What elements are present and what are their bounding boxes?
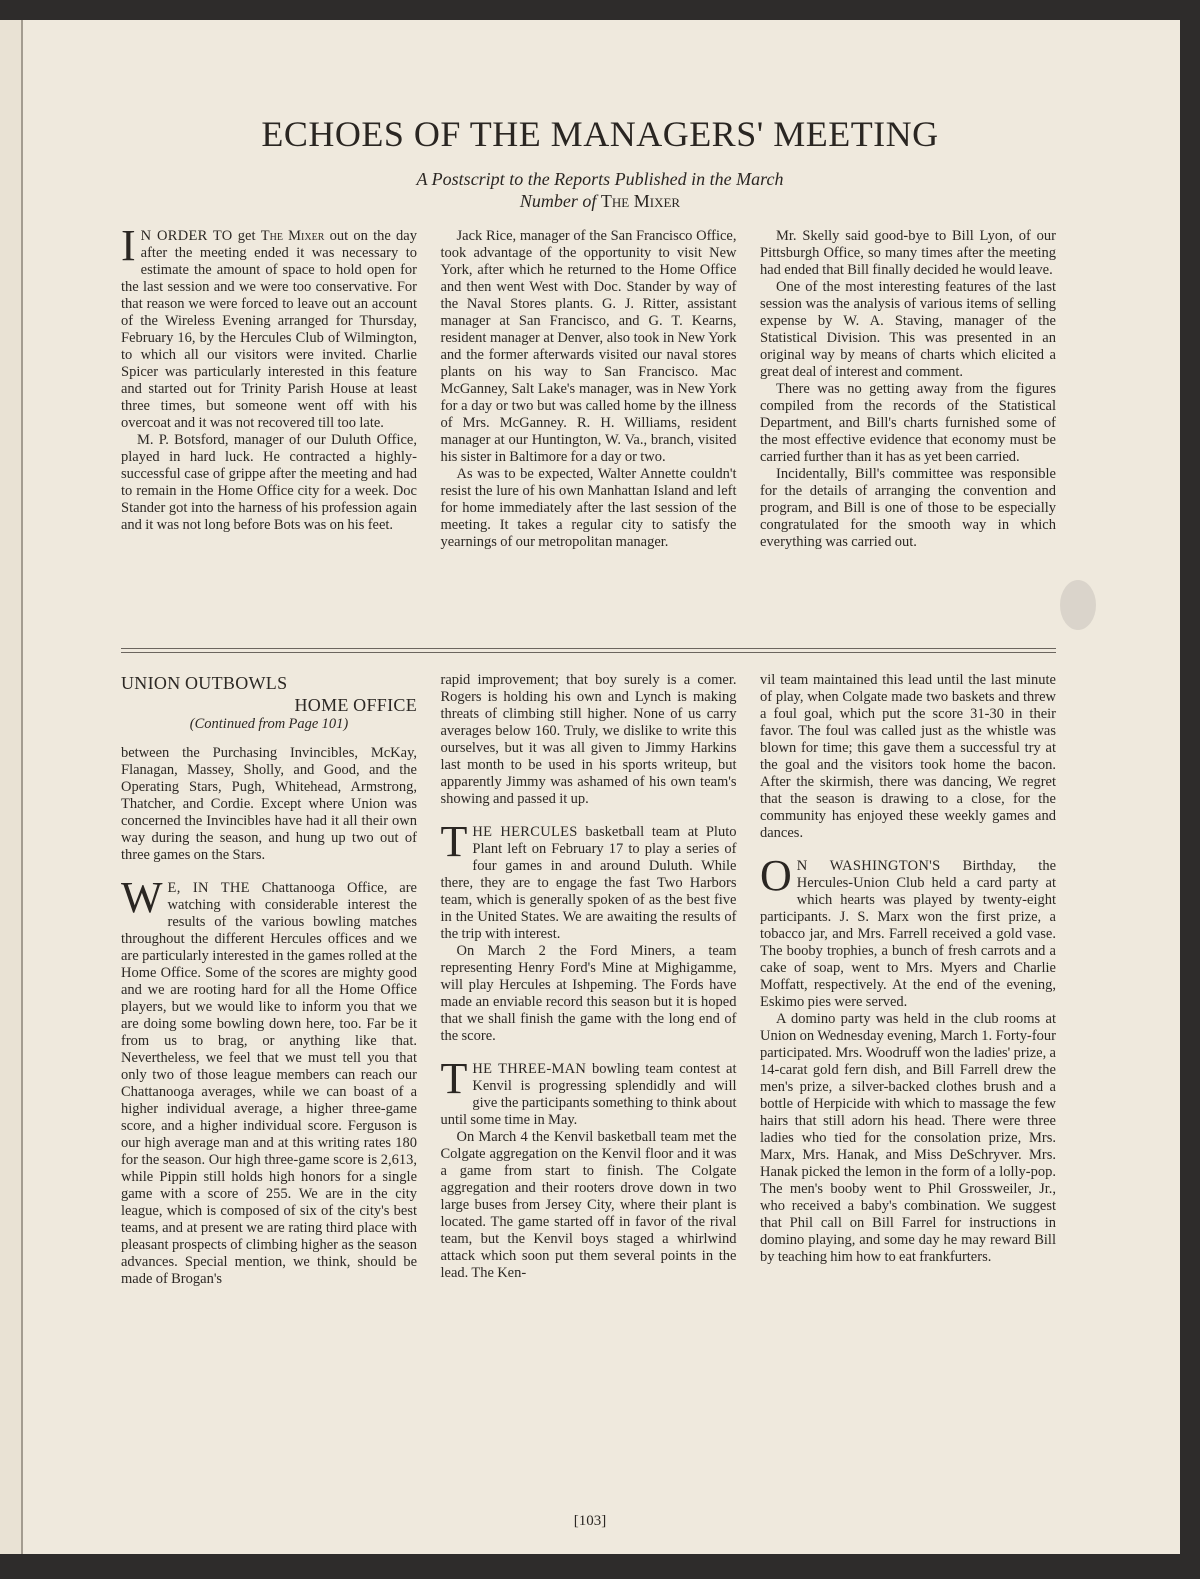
paragraph	[760, 851, 1056, 1011]
page-title: ECHOES OF THE MANAGERS' MEETING	[261, 114, 939, 154]
page-subtitle	[120, 168, 1080, 212]
paragraph: One of the most interesting features of the last session was the analysis of various items of selling expense by W. A. Staving, manager of the Statistical Division. This was presented in an original way by means of charts which elicited a great deal of interest and comment.	[760, 279, 1056, 380]
text-run: basketball team at Pluto Plant left on February 17 to play a series of four games in and around Duluth. While there, they are to engage the fast Two Harbors team, which is generally spoken of as the best five in the United States. We are awaiting the results of the trip with interest.	[440, 824, 737, 942]
continued-note: (Continued from Page 101)	[189, 716, 349, 732]
lead-caps: N ORDER TO	[140, 228, 233, 244]
paragraph: Mr. Skelly said good-bye to Bill Lyon, of our Pittsburgh Office, so many times after the meeting had ended that Bill finally decided he would leave.	[760, 228, 1056, 278]
lead-caps: HE THREE-MAN	[472, 1061, 587, 1077]
section-divider	[121, 648, 1056, 653]
lead-caps: E, IN THE	[167, 880, 250, 896]
drop-cap: I	[121, 221, 136, 270]
lead-caps: HE HERCULES	[472, 824, 578, 840]
text-run: Chattanooga Office, are watching with considerable interest the results of the various bowling matches throughout the different Hercules offices and we are particularly interested in the games rolled at the Home Office. Some of the scores are mighty good and we are rooting hard for all the Home Office players, but we would like to inform you that we are doing some bowling down here, too. Far be it from us to brag, or anything like that. Nevertheless, we feel that we must tell you that only two of those league members can reach our Chattanooga averages, while we can boast of a higher individual average, a higher three-game score, and a higher individual score. Ferguson is our high average man and at this writing rates 180 for the season. Our high three-game score is 2,613, while Pippin still holds high honors for a single game with a score of 255. We are in the city league, which is composed of six of the city's best teams, and at present we are rating third place with pleasant prospects of climbing higher as the season advances. Special mention, we think, should be made of Brogan's	[121, 880, 417, 1287]
paragraph: between the Purchasing Invincibles, McKay, Flanagan, Massey, Sholly, and Good, and the Operating Stars, Pugh, Whitehead, Armstrong, Thatcher, and Cordie. Except where Union was concerned the Invincibles have had it all their own way during the season, and hung up two out of three games on the Stars.	[121, 745, 417, 863]
lead-caps: N WASHINGTON'S	[796, 858, 941, 874]
article2-column-3	[760, 672, 1056, 1266]
article1	[121, 221, 1056, 551]
paragraph: On March 4 the Kenvil basketball team met the Colgate aggregation on the Kenvil floor and it was a game from start to finish. The Colgate aggregation and their rooters drove down in two large buses from Jersey City, where their plant is located. The game started off in favor of the rival team, but the Kenvil boys staged a whirlwind attack which soon put them several points in the lead. The Ken-	[440, 1129, 737, 1281]
paragraph	[440, 1054, 737, 1129]
text-run: get	[232, 228, 261, 244]
drop-cap: W	[121, 873, 163, 922]
magazine-name: The Mixer	[260, 228, 325, 244]
magazine-name: The Mixer	[600, 191, 681, 211]
drop-cap: T	[440, 1054, 468, 1103]
text-run: Birthday, the Hercules-Union Club held a card party at which hearts was played by twenty-eight participants. J. S. Marx won the first prize, a tobacco jar, and Mrs. Farrell received a gold vase. The booby trophies, a bunch of fresh carrots and a cake of soap, went to Mrs. Myers and Charlie Moffatt, respectively. At the end of the evening, Eskimo pies were served.	[760, 858, 1056, 1010]
paragraph: rapid improvement; that boy surely is a comer. Rogers is holding his own and Lynch is making threats of climbing still higher. None of us carry averages below 160. Truly, we dislike to write this ourselves, but it was all given to Jimmy Harkins last month to be used in his sports writeup, but apparently Jimmy was ashamed of his own team's showing and passed it up.	[440, 672, 737, 807]
magazine-page	[0, 20, 1180, 1554]
page-stain	[1060, 580, 1096, 630]
paragraph: M. P. Botsford, manager of our Duluth Office, played in hard luck. He contracted a highly-successful case of grippe after the meeting and had to remain in the Home Office city for a week. Doc Stander got into the harness of his profession again and it was not long before Bots was on his feet.	[121, 432, 417, 533]
binding-edge	[21, 20, 23, 1554]
paragraph	[440, 817, 737, 943]
paragraph-gap	[121, 864, 417, 880]
section-heading-line-2: HOME OFFICE	[294, 695, 417, 715]
subtitle-prefix: Number of	[519, 191, 601, 211]
paragraph: Incidentally, Bill's committee was responsible for the details of arranging the convention and program, and Bill is one of those to be especially congratulated for the smooth way in which everything was carried out.	[760, 466, 1056, 550]
paragraph: On March 2 the Ford Miners, a team representing Henry Ford's Mine at Mighigamme, will play Hercules at Ishpeming. The Fords have made an enviable record this season but it is hoped that we shall finish the game with the long end of the score.	[440, 943, 737, 1044]
paragraph-gap	[760, 842, 1056, 858]
paragraph: There was no getting away from the figures compiled from the records of the Statistical Department, and Bill's charts furnished some of the most effective evidence that economy must be carried further than it has as yet been carried.	[760, 381, 1056, 465]
text-run: bowling team contest at Kenvil is progressing splendidly and will give the participants something to think about until some time in May.	[440, 1061, 737, 1128]
subtitle-line-2	[120, 190, 1080, 212]
paragraph	[121, 873, 417, 1288]
paragraph-gap	[441, 808, 737, 824]
section-heading-line-1: UNION OUTBOWLS	[121, 673, 288, 693]
article1-column-3	[760, 228, 1056, 551]
article2-column-2	[441, 672, 737, 1282]
subtitle-line-1: A Postscript to the Reports Published in the March	[416, 169, 784, 189]
paragraph: Jack Rice, manager of the San Francisco Office, took advantage of the opportunity to visit New York, after which he returned to the Home Office and then went West with Doc. Stander by way of the Naval Stores plants. G. J. Ritter, assistant manager at San Francisco, and G. T. Kearns, resident manager at Denver, also took in New York and the former afterwards visited our naval stores plants on his way to San Francisco. Mac McGanney, Salt Lake's manager, was in New York for a day or two but was called home by the illness of Mrs. McGanney. R. H. Williams, resident manager at our Huntington, W. Va., branch, visited his sister in Baltimore for a day or two.	[440, 228, 737, 465]
article1-column-1	[121, 221, 417, 534]
page-number: [103]	[573, 1513, 607, 1529]
article2	[121, 672, 1056, 1288]
article1-column-2	[441, 228, 737, 551]
drop-cap: T	[440, 817, 468, 866]
paragraph: vil team maintained this lead until the last minute of play, when Colgate made two baskets and threw a foul goal, which put the score 31-30 in their favor. The foul was called just as the whistle was blown for time; this gave them a successful try at the goal and the visitors took home the bacon. After the skirmish, there was dancing, We regret that the season is drawing to a close, for the community has enjoyed these weekly games and dances.	[760, 672, 1056, 841]
paragraph-gap	[441, 1045, 737, 1061]
article2-column-1	[121, 672, 417, 1288]
paragraph: As was to be expected, Walter Annette couldn't resist the lure of his own Manhattan Island and left for home immediately after the last session of the meeting. It takes a regular city to satisfy the yearnings of our metropolitan manager.	[440, 466, 737, 550]
paragraph: A domino party was held in the club rooms at Union on Wednesday evening, March 1. Forty-four participated. Mrs. Woodruff won the ladies' prize, a 14-carat gold fern dish, and Bill Farrell drew the men's prize, a silver-backed clothes brush and a bottle of Herpicide with which to massage the few hairs that still adorn his head. There were three ladies who tied for the consolation prize, Mrs. Marx, Mrs. Hanak, and Miss DeSchryver. Mrs. Hanak picked the lemon in the form of a lolly-pop. The men's booby went to Phil Grossweiler, Jr., who received a baby's combination. We suggest that Phil call on Bill Farrel for instructions in domino playing, and some day he may reward Bill by teaching him how to eat frankfurters.	[760, 1011, 1056, 1265]
binding-strip	[0, 20, 21, 1554]
text-run: out on the day after the meeting ended it was necessary to estimate the amount of space to hold open for the last session and we were too conservative. For that reason we were forced to leave out an account of the Wireless Evening arranged for Thursday, February 16, by the Hercules Club of Wilmington, to which all our visitors were invited. Charlie Spicer was particularly interested in this feature and started out for Trinity Parish House at least three times, but someone went off with his overcoat and it was not recovered till too late.	[121, 228, 417, 431]
paragraph	[121, 221, 417, 432]
drop-cap: O	[760, 851, 792, 900]
